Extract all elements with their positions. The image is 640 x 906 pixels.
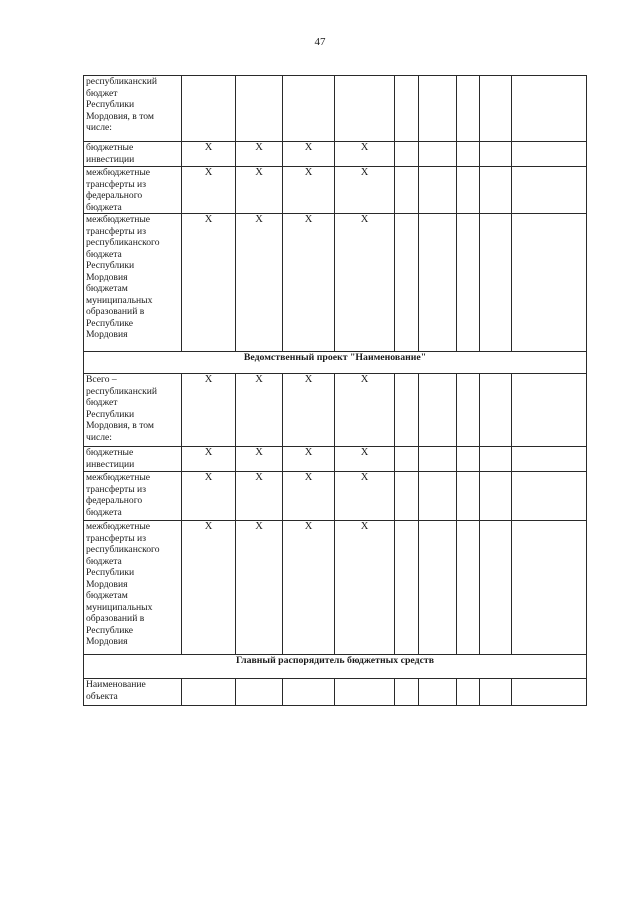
row-label-line: числе: bbox=[86, 431, 112, 443]
x-mark-cell: Х bbox=[283, 521, 335, 655]
x-mark-cell: Х bbox=[335, 472, 395, 521]
x-mark-cell: Х bbox=[283, 472, 335, 521]
empty-cell bbox=[512, 447, 587, 472]
table-body bbox=[84, 76, 587, 706]
table-row bbox=[84, 142, 587, 167]
empty-cell bbox=[480, 521, 512, 655]
x-mark-cell: Х bbox=[335, 374, 395, 447]
row-label-line: республиканского bbox=[86, 544, 160, 555]
empty-cell bbox=[512, 472, 587, 521]
empty-cell bbox=[457, 142, 480, 167]
empty-cell bbox=[480, 679, 512, 706]
x-mark-cell: Х bbox=[182, 214, 236, 352]
table-row bbox=[84, 167, 587, 214]
empty-cell bbox=[512, 142, 587, 167]
row-label-line: Мордовия, в том bbox=[86, 110, 154, 122]
empty-cell bbox=[480, 76, 512, 142]
x-mark-cell: Х bbox=[283, 374, 335, 447]
row-label-line: республиканского bbox=[86, 237, 160, 248]
row-label-line: Всего – bbox=[86, 374, 117, 385]
row-label-line: Мордовия, в том bbox=[86, 420, 154, 431]
x-mark-cell: Х bbox=[236, 447, 283, 472]
table-row bbox=[84, 374, 587, 447]
x-mark-cell bbox=[182, 679, 236, 706]
empty-cell bbox=[457, 521, 480, 655]
empty-cell bbox=[395, 142, 419, 167]
x-mark-cell: Х bbox=[335, 214, 395, 352]
row-label-line: республиканский bbox=[86, 76, 158, 87]
row-label-line: Наименование bbox=[86, 679, 146, 690]
empty-cell bbox=[480, 167, 512, 214]
empty-cell bbox=[480, 447, 512, 472]
row-label-line: Мордовия bbox=[86, 578, 128, 590]
x-mark-cell: Х bbox=[335, 142, 395, 167]
row-label-line: межбюджетные bbox=[86, 167, 151, 178]
table-row bbox=[84, 214, 587, 352]
row-label-line: бюджетные bbox=[86, 447, 134, 458]
empty-cell bbox=[480, 472, 512, 521]
x-mark-cell bbox=[335, 76, 395, 142]
row-label-line: бюджета bbox=[86, 201, 122, 213]
x-mark-cell: Х bbox=[182, 142, 236, 167]
row-label-line: бюджета bbox=[86, 506, 122, 518]
row-label-line: объекта bbox=[86, 690, 118, 702]
empty-cell bbox=[512, 374, 587, 447]
table-row bbox=[84, 679, 587, 706]
empty-cell bbox=[419, 374, 457, 447]
empty-cell bbox=[457, 472, 480, 521]
row-label-line: межбюджетные bbox=[86, 521, 151, 532]
row-label-line: образований в bbox=[86, 306, 145, 317]
row-label-line: трансферты из bbox=[86, 225, 146, 237]
row-label bbox=[84, 142, 182, 167]
row-label-line: числе: bbox=[86, 122, 112, 133]
empty-cell bbox=[480, 214, 512, 352]
x-mark-cell: Х bbox=[236, 521, 283, 655]
row-label-line: трансферты из bbox=[86, 178, 146, 190]
x-mark-cell bbox=[283, 679, 335, 706]
x-mark-cell: Х bbox=[335, 167, 395, 214]
empty-cell bbox=[419, 167, 457, 214]
empty-cell bbox=[395, 447, 419, 472]
row-label-line: бюджетам bbox=[86, 590, 128, 601]
row-label-line: муниципальных bbox=[86, 601, 153, 613]
x-mark-cell: Х bbox=[182, 374, 236, 447]
section-title: Ведомственный проект "Наименование" bbox=[84, 352, 587, 374]
x-mark-cell: Х bbox=[236, 472, 283, 521]
x-mark-cell: Х bbox=[182, 472, 236, 521]
row-label-line: бюджет bbox=[86, 397, 118, 408]
empty-cell bbox=[395, 374, 419, 447]
row-label-line: Республики bbox=[86, 260, 135, 271]
x-mark-cell: Х bbox=[283, 214, 335, 352]
x-mark-cell: Х bbox=[236, 374, 283, 447]
empty-cell bbox=[457, 76, 480, 142]
row-label-line: межбюджетные bbox=[86, 214, 151, 225]
row-label-line: образований в bbox=[86, 613, 145, 624]
row-label-line: Мордовия bbox=[86, 329, 128, 340]
row-label bbox=[84, 521, 182, 655]
empty-cell bbox=[395, 679, 419, 706]
empty-cell bbox=[480, 374, 512, 447]
empty-cell bbox=[457, 447, 480, 472]
row-label-line: Мордовия bbox=[86, 271, 128, 283]
row-label-line: межбюджетные bbox=[86, 472, 151, 483]
row-label-line: муниципальных bbox=[86, 294, 153, 306]
x-mark-cell bbox=[236, 76, 283, 142]
x-mark-cell: Х bbox=[283, 447, 335, 472]
table-row bbox=[84, 76, 587, 142]
x-mark-cell bbox=[283, 76, 335, 142]
x-mark-cell bbox=[182, 76, 236, 142]
page-number: 47 bbox=[314, 36, 326, 48]
section-row bbox=[84, 655, 587, 679]
empty-cell bbox=[512, 76, 587, 142]
x-mark-cell bbox=[335, 679, 395, 706]
budget-table bbox=[83, 75, 587, 706]
row-label bbox=[84, 167, 182, 214]
x-mark-cell: Х bbox=[182, 521, 236, 655]
x-mark-cell: Х bbox=[236, 167, 283, 214]
table-row bbox=[84, 472, 587, 521]
row-label-line: республиканский bbox=[86, 385, 158, 397]
section-row bbox=[84, 352, 587, 374]
x-mark-cell bbox=[236, 679, 283, 706]
empty-cell bbox=[419, 214, 457, 352]
x-mark-cell: Х bbox=[283, 142, 335, 167]
empty-cell bbox=[419, 521, 457, 655]
table-row bbox=[84, 521, 587, 655]
empty-cell bbox=[395, 167, 419, 214]
empty-cell bbox=[457, 374, 480, 447]
row-label bbox=[84, 472, 182, 521]
empty-cell bbox=[457, 167, 480, 214]
empty-cell bbox=[395, 214, 419, 352]
row-label-line: бюджет bbox=[86, 87, 118, 99]
row-label-line: федерального bbox=[86, 190, 143, 201]
row-label-line: бюджета bbox=[86, 555, 122, 567]
row-label bbox=[84, 447, 182, 472]
row-label bbox=[84, 679, 182, 706]
row-label-line: Мордовия bbox=[86, 636, 128, 647]
x-mark-cell: Х bbox=[182, 167, 236, 214]
empty-cell bbox=[419, 472, 457, 521]
row-label-line: трансферты из bbox=[86, 483, 146, 495]
row-label bbox=[84, 374, 182, 447]
empty-cell bbox=[419, 142, 457, 167]
row-label-line: трансферты из bbox=[86, 532, 146, 544]
row-label-line: бюджета bbox=[86, 248, 122, 260]
empty-cell bbox=[480, 142, 512, 167]
x-mark-cell: Х bbox=[283, 167, 335, 214]
section-title: Главный распорядитель бюджетных средств bbox=[84, 655, 587, 679]
empty-cell bbox=[419, 679, 457, 706]
empty-cell bbox=[395, 472, 419, 521]
row-label-line: инвестиции bbox=[86, 153, 135, 165]
x-mark-cell: Х bbox=[236, 214, 283, 352]
row-label-line: Республике bbox=[86, 624, 134, 636]
row-label-line: инвестиции bbox=[86, 458, 135, 470]
row-label-line: Республике bbox=[86, 317, 134, 329]
row-label-line: Республики bbox=[86, 408, 135, 420]
row-label bbox=[84, 214, 182, 352]
empty-cell bbox=[395, 76, 419, 142]
row-label-line: бюджетные bbox=[86, 142, 134, 153]
x-mark-cell: Х bbox=[335, 521, 395, 655]
x-mark-cell: Х bbox=[182, 447, 236, 472]
row-label-line: Республики bbox=[86, 567, 135, 578]
table-row bbox=[84, 447, 587, 472]
x-mark-cell: Х bbox=[236, 142, 283, 167]
empty-cell bbox=[457, 214, 480, 352]
empty-cell bbox=[512, 167, 587, 214]
empty-cell bbox=[512, 521, 587, 655]
empty-cell bbox=[419, 76, 457, 142]
row-label-line: Республики bbox=[86, 99, 135, 110]
empty-cell bbox=[419, 447, 457, 472]
empty-cell bbox=[512, 679, 587, 706]
empty-cell bbox=[512, 214, 587, 352]
x-mark-cell: Х bbox=[335, 447, 395, 472]
empty-cell bbox=[457, 679, 480, 706]
row-label-line: федерального bbox=[86, 495, 143, 506]
empty-cell bbox=[395, 521, 419, 655]
row-label-line: бюджетам bbox=[86, 283, 128, 294]
row-label bbox=[84, 76, 182, 142]
